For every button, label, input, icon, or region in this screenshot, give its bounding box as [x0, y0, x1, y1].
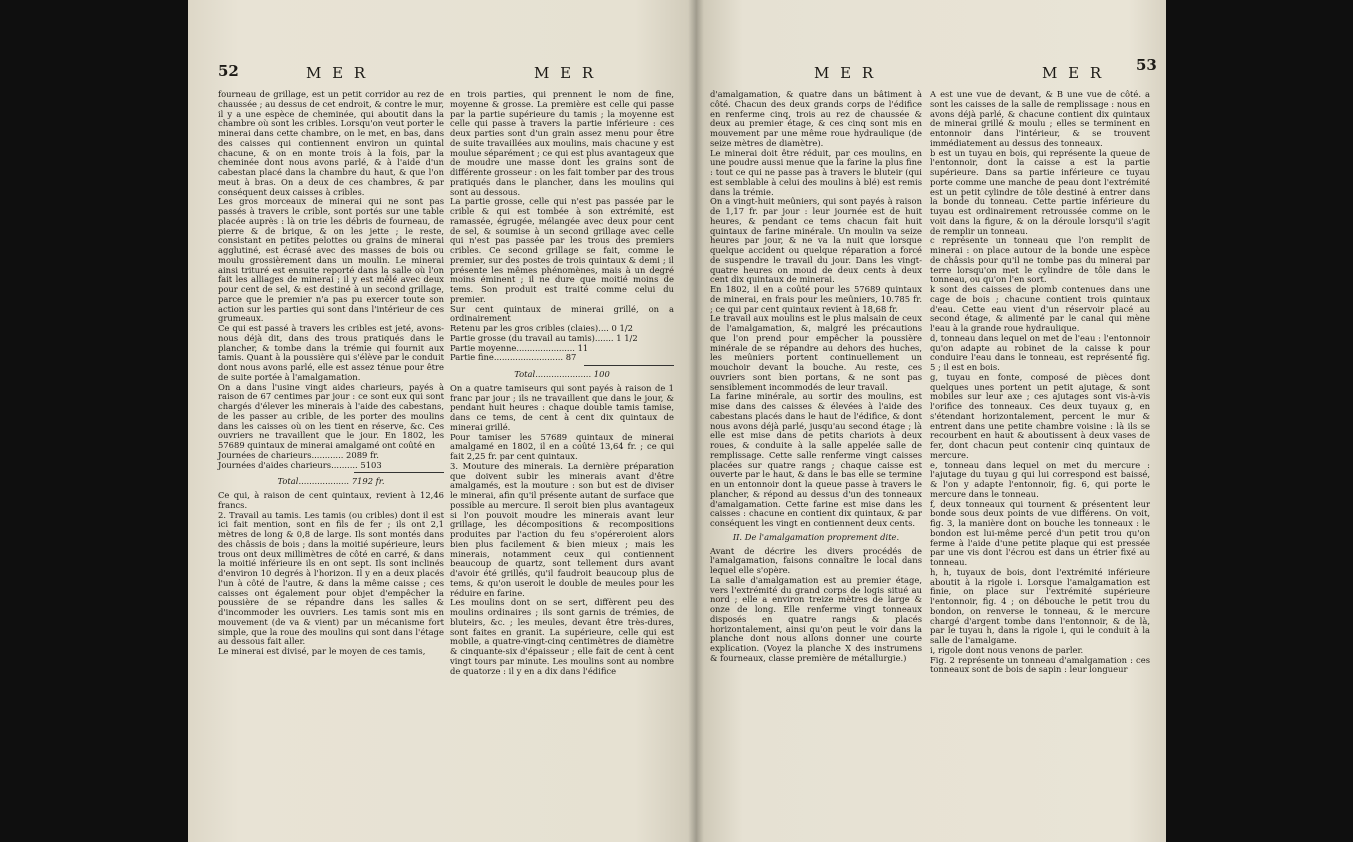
- paragraph: A est une vue de devant, & B une vue de côté. a sont les caisses de la salle de remplissage : nous en avons déjà parlé, & chacune contient dix quintaux de minerai grillé & moulu ; elles se terminent en entonnoir dans l'intérieur, & se trouvent immédiatement au dessus des tonneaux.: [930, 89, 1150, 148]
- paragraph: i, rigole dont nous venons de parler.: [930, 644, 1084, 655]
- paragraph: d'amalgamation, & quatre dans un bâtiment à côté. Chacun des deux grands corps de l'édifice en renferme cinq, trois au rez de chaussée & deux au premier étage, & ces cinq sont mis en mouvement par une même roue hydraulique (de seize mètres de diamètre).: [710, 89, 922, 148]
- left-column-1: [218, 90, 444, 657]
- paragraph: Les moulins dont on se sert, diffèrent peu des moulins ordinaires ; ils sont garnis de trémies, de bluteirs, &c. ; les meules, devant être très-dures, sont faites en granit. La supérieure, celle qui est mobile, a quatre-vingt-cinq centimètres de diamètre & cinquante-six d'épaisseur ; elle fait de cent à cent vingt tours par minute. Les moulins sont au nombre de quatorze : il y en a dix dans l'édifice: [450, 597, 674, 676]
- paragraph: Ce qui est passé à travers les cribles est jeté, avons-nous déjà dit, dans des trous pratiqués dans le plancher, & tombe dans la trémie qui fournit aux tamis. Quant à la poussière qui s'élève par le conduit dont nous avons parlé, elle est assez ténue pour être de suite portée à l'amalgamation.: [218, 323, 444, 382]
- table-row: Partie fine.......................... 87: [450, 352, 577, 363]
- paragraph: d, tonneau dans lequel on met de l'eau : l'entonnoir qu'on adapte au robinet de la caisse k pour conduire l'eau dans le tonneau, est représenté fig. 5 ; il est en bois.: [930, 332, 1150, 372]
- table-row: Journées d'aides charieurs.......... 5103: [218, 459, 382, 470]
- paragraph: h, h, tuyaux de bois, dont l'extrémité inférieure aboutit à la rigole i. Lorsque l'amalgamation est finie, on place sur l'extrémité supérieure l'entonnoir, fig. 4 ; on débouche le petit trou du bondon, on renverse le tonneau, & le mercure chargé d'argent tombe dans l'entonnoir, & de là, par le tuyau h, dans la rigole i, qui le conduit à la salle de l'amalgame.: [930, 566, 1150, 645]
- right-page: [696, 0, 1166, 842]
- paragraph: Le minerai doit être réduit, par ces moulins, en une poudre aussi menue que la farine la plus fine : tout ce qui ne passe pas à travers le bluteir (qui est semblable à celui des moulins à blé) est remis dans la trémie.: [710, 147, 922, 197]
- right-column-1: [710, 90, 922, 664]
- paragraph: 3. Mouture des minerais. La dernière préparation que doivent subir les minerais avant d'être amalgamés, est la mouture : son but est de diviser le minerai, afin qu'il présente autant de surface que possible au mercure. Il seroit bien plus avantageux si l'on pouvoit moudre les minerais avant leur grillage, les décompositions & recompositions produites par l'action du feu s'opéreroient alors bien plus facilement & bien mieux ; mais les minerais, notamment ceux qui contiennent beaucoup de quartz, sont tellement durs avant d'avoir été grillés, qu'il faudroit beaucoup plus de tems, & qu'on useroit le double de meules pour les réduire en farine.: [450, 460, 674, 598]
- divider: [354, 472, 444, 473]
- paragraph: On a dans l'usine vingt aides charieurs, payés à raison de 67 centimes par jour : ce sont eux qui sont chargés d'élever les minerais à l'aide des cabestans, de les passer au crible, de les porter des moulins dans les caisses où on les tient en réserve, &c. Ces ouvriers ne travaillent que le jour. En 1802, les 57689 quintaux de minerai amalgamé ont coûté en: [218, 381, 444, 450]
- right-header-col2: M E R: [1042, 64, 1105, 82]
- divider: [584, 365, 674, 366]
- paragraph: Le minerai est divisé, par le moyen de ces tamis,: [218, 646, 426, 656]
- paragraph: k sont des caisses de plomb contenues dans une cage de bois ; chacune contient trois quintaux d'eau. Cette eau vient d'un réservoir placé au second étage, & alimenté par le canal qui mène l'eau à la grande roue hydraulique.: [930, 284, 1150, 333]
- left-header-col1: M E R: [306, 64, 369, 82]
- paragraph: b est un tuyau en bois, qui représente la queue de l'entonnoir, dont la caisse a est la partie supérieure. Dans sa partie inférieure ce tuyau porte comme une manche de peau dont l'extrémité est un petit cylindre de tôle destiné à entrer dans la bonde du tonneau. Cette partie inférieure du tuyau est ordinairement retroussée comme on le voit dans la figure, & on la déroule lorsqu'il s'agit de remplir un tonneau.: [930, 147, 1150, 236]
- total-row: Total................... 7192 fr.: [277, 476, 385, 487]
- right-column-2: [930, 90, 1150, 675]
- paragraph: La salle d'amalgamation est au premier étage, vers l'extrémité du grand corps de logis situé au nord ; elle a environ treize mètres de large & onze de long. Elle renferme vingt tonneaux disposés en quatre rangs & placés horizontalement, ainsi qu'on peut le voir dans la planche dont nous allons donner une courte explication. (Voyez la planche X des instrumens & fourneaux, classe première de métallurgie.): [710, 574, 922, 663]
- paragraph: e, tonneau dans lequel on met du mercure : l'ajutage du tuyau g qui lui correspond est baissé, & l'on y adapte l'entonnoir, fig. 6, qui porte le mercure dans le tonneau.: [930, 459, 1150, 499]
- book-gutter: [688, 0, 704, 842]
- paragraph: 2. Travail au tamis. Les tamis (ou cribles) dont il est ici fait mention, sont en fils de fer ; ils ont 2,1 mètres de long & 0,8 de large. Ils sont montés dans des châssis de bois ; dans la moitié supérieure, leurs trous ont deux millimètres de côté en carré, & dans la moitié inférieure ils en ont sept. Ils sont inclinés d'environ 10 degrés à l'horizon. Il y en a deux placés l'un à côté de l'autre, & dans la même caisse ; ces caisses ont également pour objet d'empêcher la poussière de se répandre dans les salles & d'incommoder les ouvriers. Les tamis sont mis en mouvement (de va & vient) par un mécanisme fort simple, que la roue des moulins qui sont dans l'étage au dessous fait aller.: [218, 509, 444, 647]
- right-header-col1: M E R: [814, 64, 877, 82]
- paragraph: Ce qui, à raison de cent quintaux, revient à 12,46 francs.: [218, 490, 444, 510]
- total-row: Total..................... 100: [514, 369, 610, 379]
- paragraph: On a vingt-huit meûniers, qui sont payés à raison de 1,17 fr. par jour : leur journée est de huit heures, & pendant ce tems chacun fait huit quintaux de farine minérale. Un moulin va seize heures par jour, & ne va la nuit que lorsque quelque accident ou quelque réparation a forcé de suspendre le travail du jour. Dans les vingt-quatre heures on moud de deux cents à deux cent dix quintaux de minerai.: [710, 196, 922, 285]
- paragraph: Les gros morceaux de minerai qui ne sont pas passés à travers le crible, sont portés sur une table placée auprès : là on trie les débris de fourneau, de pierre & de brique, & on les jette ; le reste, consistant en petites pelottes ou grains de minerai agglutiné, est écrasé avec des masses de bois ou moulu grossièrement dans un moulin. Le minerai ainsi trituré est ensuite reporté dans la salle où l'on fait les alliages de minerai ; il y est mêlé avec deux pour cent de sel, & est destiné à un second grillage, parce que le premier n'a pas pu exercer toute son action sur les parties qui sont dans l'intérieur de ces grumeaux.: [218, 196, 444, 324]
- table-row: Journées de charieurs............ 2089 fr.: [218, 449, 379, 460]
- paragraph: Sur cent quintaux de minerai grillé, on a ordinairement: [450, 303, 674, 324]
- paragraph: La farine minérale, au sortir des moulins, est mise dans des caisses & élevées à l'aide des cabestans placés dans le haut de l'édifice, & dont nous avons déjà parlé, jusqu'au second étage ; là elle est mise dans de petits chariots à deux roues, & conduite à la salle appelée salle de remplissage. Cette salle renferme vingt caisses placées sur quatre rangs ; chaque caisse est ouverte par le haut, & dans le bas elle se termine en un entonnoir dont la queue passe à travers le plancher, & répond au dessus d'un des tonneaux d'amalgamation. Cette farine est mise dans les caisses : chacune en contient dix quintaux, & par conséquent les vingt en contiennent deux cents.: [710, 391, 922, 528]
- paragraph: g, tuyau en fonte, composé de pièces dont quelques unes portent un petit ajutage, & sont mobiles sur leur axe ; ces ajutages sont vis-à-vis l'orifice des tonneaux. Ces deux tuyaux g, en s'étendant horizontalement, percent le mur & entrent dans une petite chambre voisine : là ils se recourbent en haut & aboutissent à deux vases de fer, dont chacun peut contenir cinq quintaux de mercure.: [930, 371, 1150, 460]
- table-row: Partie grosse (du travail au tamis)....... 1 1/2: [450, 332, 638, 343]
- left-page: [188, 0, 696, 842]
- paragraph: La partie grosse, celle qui n'est pas passée par le crible & qui est tombée à son extrémité, est ramassée, égrugée, mélangée avec deux pour cent de sel, & soumise à un second grillage avec celle qui n'est pas passée par les trous des premiers cribles. Ce second grillage se fait, comme le premier, sur des postes de trois quintaux & demi ; il présente les mêmes phénomènes, mais à un degré moins éminent ; il ne dure que moitié moins de tems. Son produit est traité comme celui du premier.: [450, 196, 674, 304]
- paragraph: On a quatre tamiseurs qui sont payés à raison de 1 franc par jour ; ils ne travaillent que dans le jour, & pendant huit heures : chaque double tamis tamise, dans ce tems, de cent à cent dix quintaux de minerai grillé.: [450, 382, 674, 432]
- section-heading: II. De l'amalgamation proprement dite.: [732, 531, 900, 542]
- paragraph: Avant de décrire les divers procédés de l'amalgamation, faisons connaître le local dans lequel elle s'opère.: [710, 545, 922, 575]
- table-row: Retenu par les gros cribles (claies).... 0 1/2: [450, 323, 633, 333]
- paragraph: En 1802, il en a coûté pour les 57689 quintaux de minerai, en frais pour les meûniers, 10.785 fr. ; ce qui par cent quintaux revient à 18,68 fr.: [710, 284, 922, 314]
- paragraph: Pour tamiser les 57689 quintaux de minerai amalgamé en 1802, il en a coûté 13,64 fr. ; ce qui fait 2,25 fr. par cent quintaux.: [450, 431, 674, 461]
- left-page-number: 52: [218, 62, 239, 80]
- paragraph: en trois parties, qui prennent le nom de fine, moyenne & grosse. La première est celle qui passe par la partie supérieure du tamis ; la moyenne est celle qui passe à travers la partie inférieure : ces deux parties sont d'un grain assez menu pour être de suite travaillées aux moulins, mais chacune y est moulue séparément ; ce qui est plus avantageux que de moudre une masse dont les grains sont de différente grosseur : on les fait tomber par des trous pratiqués dans le plancher, dans les moulins qui sont au dessous.: [450, 89, 675, 197]
- table-row: Partie moyenne...................... 11: [450, 342, 589, 353]
- left-header-col2: M E R: [534, 64, 597, 82]
- left-column-2: [450, 90, 674, 676]
- paragraph: f, deux tonneaux qui tournent & présentent leur bonde sous deux points de vue différens. On voit, fig. 3, la manière dont on bouche les tonneaux : le bondon est lui-même percé d'un petit trou qu'on ferme à l'aide d'une petite plaque qui est pressée par une vis dont l'écrou est dans un étrier fixé au tonneau.: [930, 498, 1150, 567]
- right-page-number: 53: [1136, 56, 1157, 74]
- paragraph: fourneau de grillage, est un petit corridor au rez de chaussée ; au dessus de cet endroit, & contre le mur, il y a une espèce de cheminée, qui aboutit dans la chambre où sont les cribles. Lorsqu'on veut porter le minerai dans cette chambre, on le met, en bas, dans des caisses qui contiennent environ un quintal chacune, & on en monte trois à la fois, par la cheminée dont nous avons parlé, & à l'aide d'un cabestan placé dans la chambre du haut, & que l'on meut à bras. On a deux de ces chambres, & par conséquent deux caisses à cribles.: [218, 89, 444, 197]
- paragraph: Le travail aux moulins est le plus malsain de ceux de l'amalgamation, &, malgré les précautions que l'on prend pour empêcher la poussière minérale de se répandre au dehors des huches, les meûniers portent continuellement un mouchoir devant la bouche. Au reste, ces ouvriers sont bien portans, & ne sont pas sensiblement incommodés de leur travail.: [710, 313, 922, 392]
- paragraph: Fig. 2 représente un tonneau d'amalgamation : ces tonneaux sont de bois de sapin : leur longueur: [930, 654, 1150, 675]
- paragraph: c représente un tonneau que l'on remplit de minerai : on place autour de la bonde une espèce de châssis pour qu'il ne tombe pas du minerai par terre lorsqu'on met le cylindre de tôle dans le tonneau, ou qu'on l'en sort.: [930, 235, 1150, 285]
